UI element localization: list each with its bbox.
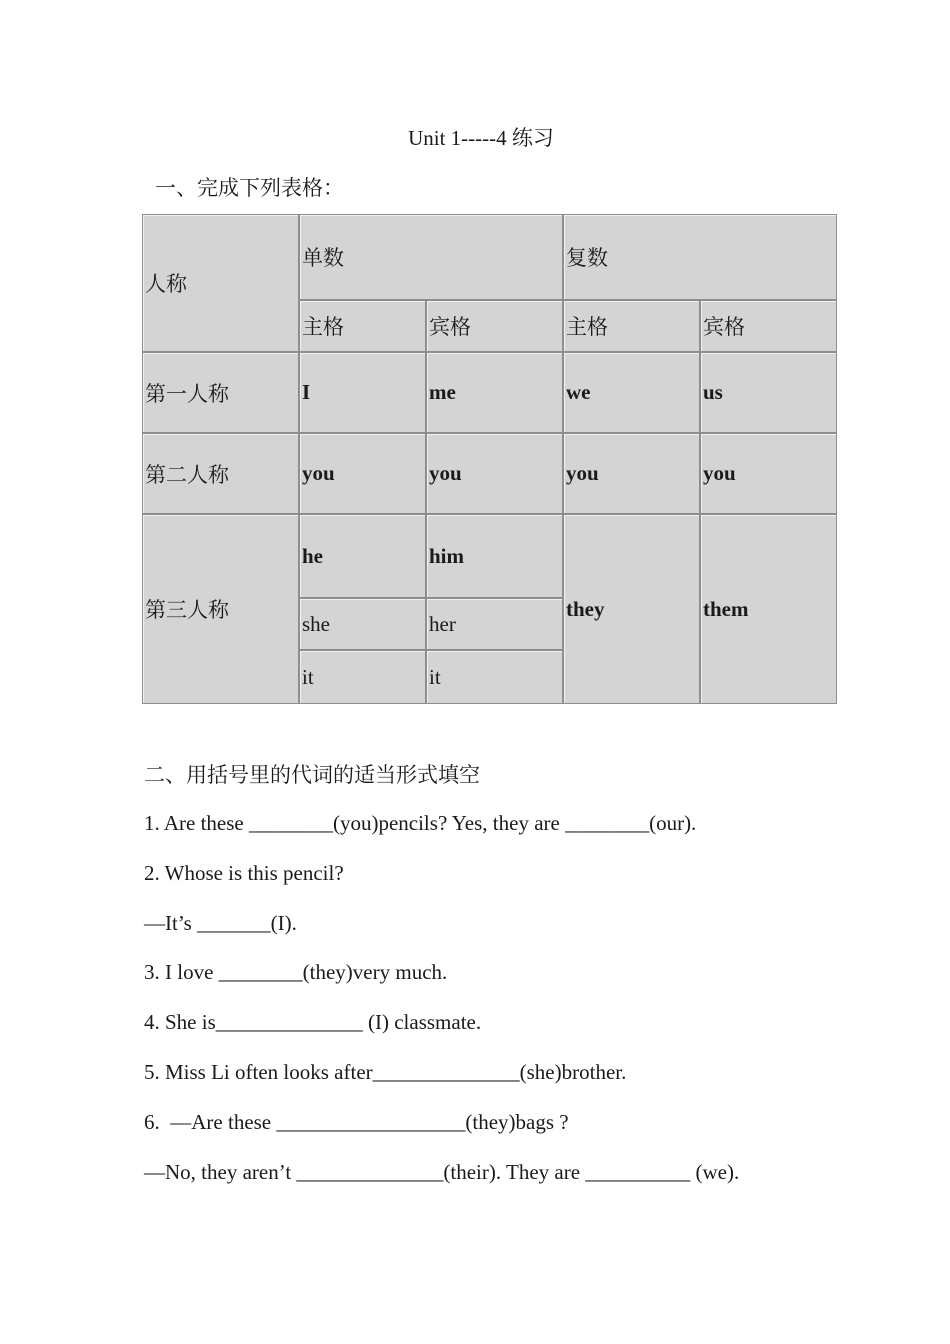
question-6-answer: —No, they aren’t ______________(their). They are __________ (we). — [144, 1160, 740, 1184]
question-5: 5. Miss Li often looks after______________(she)brother. — [144, 1060, 627, 1084]
cell-them: them — [700, 514, 837, 704]
cell-first-subject-singular: I — [299, 352, 426, 433]
question-4: 4. She is______________ (I) classmate. — [144, 1010, 482, 1034]
cell-her: her — [426, 598, 563, 650]
cell-it: it — [299, 650, 426, 704]
cell-second-subject-singular: you — [299, 433, 426, 514]
cell-it-object: it — [426, 650, 563, 704]
header-object-singular: 宾格 — [426, 300, 563, 352]
row-first-person-label: 第一人称 — [142, 352, 299, 433]
pronoun-table — [142, 214, 837, 704]
cell-they: they — [563, 514, 700, 704]
cell-he: he — [299, 514, 426, 598]
section-1-heading: 一、完成下列表格： — [155, 176, 344, 200]
row-second-person-label: 第二人称 — [142, 433, 299, 514]
question-1: 1. Are these ________(you)pencils? Yes, they are ________(our). — [144, 811, 697, 835]
cell-she: she — [299, 598, 426, 650]
header-object-plural: 宾格 — [700, 300, 837, 352]
cell-first-subject-plural: we — [563, 352, 700, 433]
cell-second-object-plural: you — [700, 433, 837, 514]
header-plural: 复数 — [563, 214, 837, 300]
question-2-answer: —It’s _______(I). — [144, 911, 297, 935]
question-6: 6. —Are these __________________(they)bags ? — [144, 1110, 569, 1134]
row-third-person-label: 第三人称 — [142, 514, 299, 704]
header-subject-singular: 主格 — [299, 300, 426, 352]
header-subject-plural: 主格 — [563, 300, 700, 352]
cell-him: him — [426, 514, 563, 598]
page-title: Unit 1-----4 练习 — [408, 126, 554, 150]
question-2: 2. Whose is this pencil? — [144, 861, 344, 885]
header-person: 人称 — [142, 214, 299, 352]
cell-second-object-singular: you — [426, 433, 563, 514]
cell-second-subject-plural: you — [563, 433, 700, 514]
header-singular: 单数 — [299, 214, 563, 300]
section-2-heading: 二、用括号里的代词的适当形式填空 — [144, 763, 480, 787]
cell-first-object-singular: me — [426, 352, 563, 433]
cell-first-object-plural: us — [700, 352, 837, 433]
question-3: 3. I love ________(they)very much. — [144, 960, 448, 984]
